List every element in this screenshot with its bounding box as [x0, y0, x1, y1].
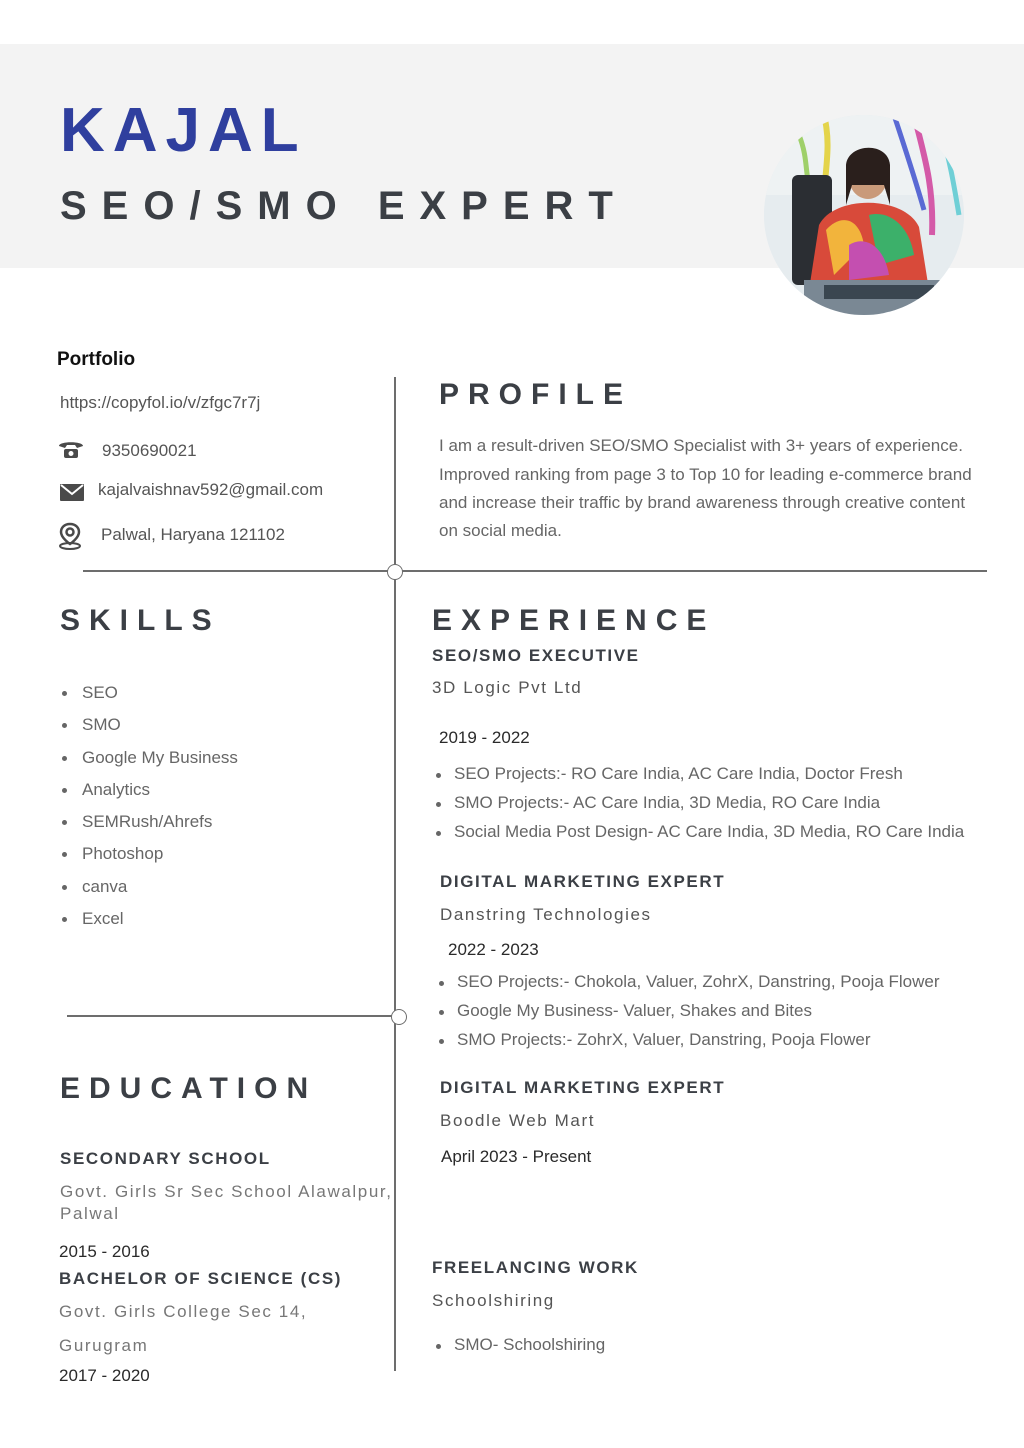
skill-item: Excel	[60, 907, 238, 939]
job-4-company: Schoolshiring	[432, 1291, 555, 1310]
job-4-title: FREELANCING WORK	[432, 1258, 639, 1277]
edu-1-degree: SECONDARY SCHOOL	[60, 1149, 271, 1168]
profile-line-1: I am a result-driven SEO/SMO Specialist with 3+ years of experience.	[439, 436, 963, 455]
skill-item: SEO	[60, 681, 238, 713]
skill-item: Analytics	[60, 778, 238, 810]
edu-1-dates: 2015 - 2016	[59, 1242, 150, 1261]
skill-item: canva	[60, 875, 238, 907]
location-pin-icon	[57, 522, 83, 550]
vertical-divider	[394, 377, 396, 1371]
job-bullet: SEO Projects:- RO Care India, AC Care India, Doctor Fresh	[434, 763, 964, 792]
job-bullet: SMO Projects:- AC Care India, 3D Media, RO Care India	[434, 792, 964, 821]
job-1-bullets	[434, 763, 964, 850]
edu-2-institution-line-2: Gurugram	[59, 1336, 149, 1355]
job-bullet: SEO Projects:- Chokola, Valuer, ZohrX, Danstring, Pooja Flower	[437, 971, 940, 1000]
email-address[interactable]: kajalvaishnav592@gmail.com	[98, 480, 324, 499]
skill-item: SEMRush/Ahrefs	[60, 810, 238, 842]
edu-2-degree: BACHELOR OF SCIENCE (CS)	[59, 1269, 343, 1288]
address: Palwal, Haryana 121102	[101, 525, 285, 544]
edu-1-institution-line-1: Govt. Girls Sr Sec School Alawalpur,	[60, 1182, 393, 1201]
job-1-dates: 2019 - 2022	[439, 728, 530, 747]
candidate-name: KAJAL	[60, 96, 307, 165]
skill-item: Google My Business	[60, 746, 238, 778]
job-3-company: Boodle Web Mart	[440, 1111, 596, 1130]
edu-2-dates: 2017 - 2020	[59, 1366, 150, 1385]
job-3-dates: April 2023 - Present	[441, 1147, 592, 1166]
job-3-title: DIGITAL MARKETING EXPERT	[440, 1078, 726, 1097]
skill-item: SMO	[60, 713, 238, 745]
edu-1-institution-line-2: Palwal	[60, 1204, 120, 1223]
phone-icon	[58, 440, 84, 460]
job-1-company: 3D Logic Pvt Ltd	[432, 678, 583, 697]
mail-icon	[59, 483, 85, 501]
phone-number[interactable]: 9350690021	[102, 441, 197, 460]
profile-photo	[764, 115, 964, 315]
portfolio-link[interactable]: https://copyfol.io/v/zfgc7r7j	[60, 393, 261, 412]
job-1-title: SEO/SMO EXECUTIVE	[432, 646, 640, 665]
education-heading: EDUCATION	[60, 1072, 318, 1105]
profile-line-3: and increase their traffic by brand awareness through creative content	[439, 493, 966, 512]
job-bullet: Google My Business- Valuer, Shakes and Bites	[437, 1000, 940, 1029]
job-2-dates: 2022 - 2023	[448, 940, 539, 959]
profile-line-2: Improved ranking from page 3 to Top 10 for leading e-commerce brand	[439, 465, 972, 484]
skill-item: Photoshop	[60, 842, 238, 874]
profile-heading: PROFILE	[439, 378, 633, 411]
horizontal-divider-bottom	[67, 1015, 397, 1017]
divider-node-top	[387, 564, 403, 580]
profile-photo-illustration	[764, 115, 964, 315]
job-2-company: Danstring Technologies	[440, 905, 652, 924]
divider-node-bottom	[391, 1009, 407, 1025]
job-bullet: SMO Projects:- ZohrX, Valuer, Danstring, Pooja Flower	[437, 1029, 940, 1058]
job-2-title: DIGITAL MARKETING EXPERT	[440, 872, 726, 891]
job-4-bullets	[434, 1334, 605, 1363]
edu-2-institution-line-1: Govt. Girls College Sec 14,	[59, 1302, 308, 1321]
profile-line-4: on social media.	[439, 521, 562, 540]
skills-heading: SKILLS	[60, 604, 221, 637]
job-bullet: Social Media Post Design- AC Care India, 3D Media, RO Care India	[434, 821, 964, 850]
job-2-bullets	[437, 971, 940, 1058]
experience-heading: EXPERIENCE	[432, 604, 716, 637]
skills-list	[60, 681, 238, 939]
horizontal-divider-top	[83, 570, 987, 572]
candidate-title: SEO/SMO EXPERT	[60, 184, 628, 228]
job-bullet: SMO- Schoolshiring	[434, 1334, 605, 1363]
portfolio-label: Portfolio	[57, 349, 136, 370]
